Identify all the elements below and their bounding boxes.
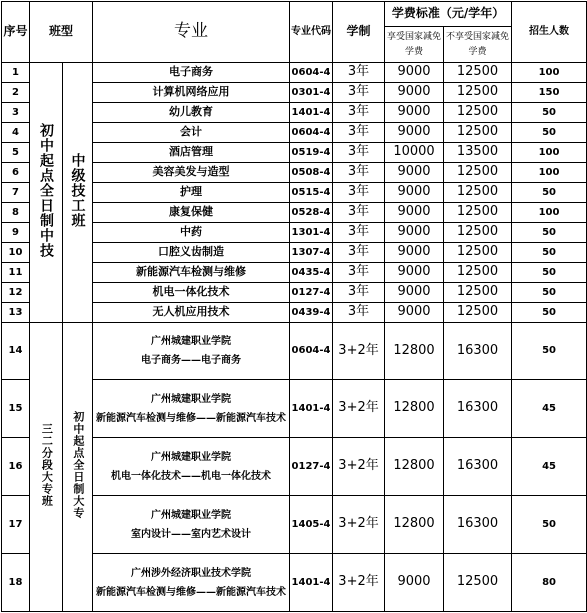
row-no: 6 [2,163,30,183]
row-enrollment: 50 [512,303,587,323]
row-fee-without-aid: 12500 [444,554,512,612]
row-fee-with-aid: 12800 [385,323,444,380]
row-fee-with-aid: 9000 [385,183,444,203]
row-major: 新能源汽车检测与维修 [93,263,290,283]
row-enrollment: 50 [512,103,587,123]
row-major-path: 新能源汽车检测与维修——新能源汽车技术 [96,412,287,424]
row-code: 1401-4 [290,554,333,612]
row-code: 0435-4 [290,263,333,283]
row-no: 14 [2,323,30,380]
row-system: 3年 [333,103,385,123]
row-major-school: 广州涉外经济职业技术学院 [131,567,252,579]
row-fee-without-aid: 16300 [444,323,512,380]
row-fee-with-aid: 9000 [385,283,444,303]
row-no: 5 [2,143,30,163]
row-enrollment: 45 [512,380,587,438]
group-1-label-2: 中级技工班 [69,152,86,228]
row-code: 1405-4 [290,496,333,554]
row-fee-without-aid: 12500 [444,223,512,243]
row-enrollment: 50 [512,183,587,203]
row-code: 1401-4 [290,380,333,438]
row-system: 3+2年 [333,554,385,612]
row-system: 3年 [333,283,385,303]
row-fee-without-aid: 12500 [444,303,512,323]
table-row [2,323,587,380]
row-no: 8 [2,203,30,223]
row-system: 3年 [333,223,385,243]
row-fee-with-aid: 9000 [385,163,444,183]
row-enrollment: 50 [512,283,587,303]
row-system: 3+2年 [333,496,385,554]
row-system: 3年 [333,263,385,283]
row-fee-with-aid: 9000 [385,63,444,83]
row-enrollment: 100 [512,63,587,83]
row-major-school: 广州城建职业学院 [151,509,232,521]
row-major [93,380,290,438]
row-no: 15 [2,380,30,438]
row-major: 护理 [93,183,290,203]
row-major-path: 电子商务——电子商务 [141,355,242,366]
group-label-col1 [30,323,63,612]
row-fee-without-aid: 13500 [444,143,512,163]
row-fee-without-aid: 16300 [444,496,512,554]
row-fee-with-aid: 9000 [385,123,444,143]
row-major-path: 机电一体化技术——机电一体化技术 [111,470,272,482]
row-system: 3年 [333,83,385,103]
header-fee-standard: 学费标准（元/学年） [385,2,512,27]
row-major [93,438,290,496]
row-fee-with-aid: 10000 [385,143,444,163]
row-fee-with-aid: 9000 [385,263,444,283]
row-fee-without-aid: 12500 [444,183,512,203]
row-system: 3年 [333,183,385,203]
row-enrollment: 50 [512,323,587,380]
header-seq: 序号 [2,2,30,63]
row-fee-with-aid: 12800 [385,438,444,496]
row-major: 无人机应用技术 [93,303,290,323]
row-no: 3 [2,103,30,123]
row-major-path: 室内设计——室内艺术设计 [131,528,252,540]
row-no: 7 [2,183,30,203]
row-major [93,554,290,612]
header-fee-without-aid: 不享受国家减免学费 [444,27,512,63]
row-fee-with-aid: 9000 [385,223,444,243]
row-fee-without-aid: 12500 [444,283,512,303]
row-system: 3年 [333,303,385,323]
row-code: 0127-4 [290,438,333,496]
row-system: 3年 [333,203,385,223]
row-system: 3+2年 [333,380,385,438]
group-label-col2 [63,63,93,323]
row-no: 4 [2,123,30,143]
row-system: 3年 [333,123,385,143]
row-major-school: 广州城建职业学院 [151,336,232,347]
row-fee-without-aid: 12500 [444,203,512,223]
row-enrollment: 50 [512,123,587,143]
row-enrollment: 50 [512,263,587,283]
row-major: 会计 [93,123,290,143]
row-no: 9 [2,223,30,243]
row-code: 0528-4 [290,203,333,223]
row-no: 17 [2,496,30,554]
row-system: 3年 [333,243,385,263]
row-major: 计算机网络应用 [93,83,290,103]
row-fee-without-aid: 12500 [444,263,512,283]
row-no: 16 [2,438,30,496]
row-major-path: 新能源汽车检测与维修——新能源汽车技术 [96,586,287,598]
group-1-label-1: 初中起点全日制中技 [38,122,55,258]
row-enrollment: 100 [512,203,587,223]
header-enrollment: 招生人数 [512,2,587,63]
row-code: 1301-4 [290,223,333,243]
row-major: 电子商务 [93,63,290,83]
group-label-col2 [63,323,93,612]
row-fee-with-aid: 9000 [385,203,444,223]
header-major: 专业 [93,2,290,63]
row-enrollment: 150 [512,83,587,103]
row-code: 1401-4 [290,103,333,123]
row-fee-with-aid: 9000 [385,103,444,123]
row-enrollment: 50 [512,223,587,243]
row-system: 3年 [333,163,385,183]
row-enrollment: 100 [512,143,587,163]
row-major: 口腔义齿制造 [93,243,290,263]
row-code: 0604-4 [290,323,333,380]
row-fee-with-aid: 9000 [385,303,444,323]
row-code: 1307-4 [290,243,333,263]
header-row-top [2,2,587,27]
row-code: 0604-4 [290,123,333,143]
row-major [93,323,290,380]
row-no: 12 [2,283,30,303]
row-code: 0301-4 [290,83,333,103]
group-2-label-2: 初中起点全日制大专 [71,411,85,520]
row-enrollment: 50 [512,243,587,263]
row-code: 0127-4 [290,283,333,303]
row-major-school: 广州城建职业学院 [151,451,232,463]
row-fee-with-aid: 9000 [385,83,444,103]
row-fee-without-aid: 12500 [444,83,512,103]
header-fee-with-aid: 享受国家减免学费 [385,27,444,63]
row-major: 机电一体化技术 [93,283,290,303]
fee-table [1,1,587,612]
group-2-label-1: 三二分段大专班 [40,423,54,508]
row-major [93,496,290,554]
row-fee-without-aid: 12500 [444,163,512,183]
row-major: 酒店管理 [93,143,290,163]
row-code: 0604-4 [290,63,333,83]
row-no: 18 [2,554,30,612]
row-fee-without-aid: 16300 [444,438,512,496]
table-row [2,63,587,83]
row-fee-with-aid: 9000 [385,243,444,263]
row-fee-with-aid: 9000 [385,554,444,612]
row-no: 10 [2,243,30,263]
row-enrollment: 100 [512,163,587,183]
row-major: 中药 [93,223,290,243]
row-major: 美容美发与造型 [93,163,290,183]
row-fee-with-aid: 12800 [385,380,444,438]
row-no: 1 [2,63,30,83]
header-system: 学制 [333,2,385,63]
row-fee-without-aid: 12500 [444,123,512,143]
row-system: 3+2年 [333,323,385,380]
row-system: 3年 [333,63,385,83]
row-system: 3年 [333,143,385,163]
header-major-code: 专业代码 [290,2,333,63]
row-major: 康复保健 [93,203,290,223]
row-fee-without-aid: 12500 [444,63,512,83]
row-no: 13 [2,303,30,323]
row-major-school: 广州城建职业学院 [151,393,232,405]
row-enrollment: 50 [512,496,587,554]
row-fee-without-aid: 12500 [444,243,512,263]
row-no: 11 [2,263,30,283]
row-code: 0515-4 [290,183,333,203]
row-code: 0508-4 [290,163,333,183]
row-code: 0519-4 [290,143,333,163]
row-code: 0439-4 [290,303,333,323]
row-major: 幼儿教育 [93,103,290,123]
row-fee-with-aid: 12800 [385,496,444,554]
row-enrollment: 80 [512,554,587,612]
row-enrollment: 45 [512,438,587,496]
row-fee-without-aid: 12500 [444,103,512,123]
row-fee-without-aid: 16300 [444,380,512,438]
group-label-col1 [30,63,63,323]
header-class-type: 班型 [30,2,93,63]
row-no: 2 [2,83,30,103]
row-system: 3+2年 [333,438,385,496]
